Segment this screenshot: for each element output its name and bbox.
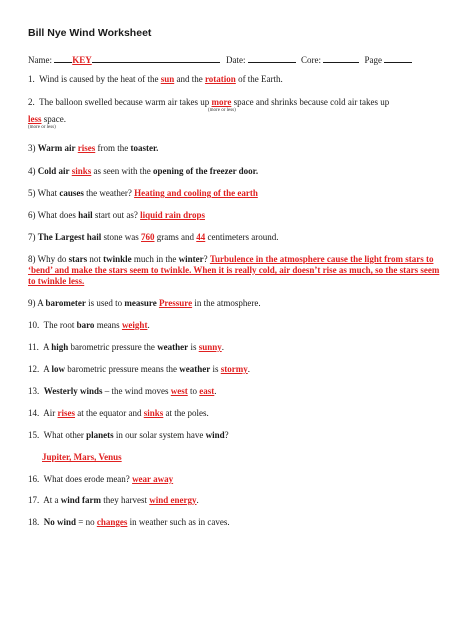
question-16: 16. What does erode mean? wear away — [28, 474, 174, 484]
name-value: KEY — [72, 55, 92, 65]
date-label: Date: — [226, 55, 246, 65]
question-15: 15. What other planets in our solar system have wind? — [28, 430, 229, 440]
hint-2a: (more or less) — [208, 108, 236, 113]
answer-10: weight — [121, 320, 148, 330]
question-15-answer — [42, 452, 122, 463]
header-line — [28, 53, 412, 66]
page-blank[interactable] — [384, 53, 412, 63]
question-11: 11. A high barometric pressure the weather is sunny. — [28, 342, 224, 352]
question-18: 18. No wind = no changes in weather such as in caves. — [28, 517, 230, 527]
page-label: Page — [364, 55, 383, 65]
question-8: 8) Why do stars not twinkle much in the winter? Turbulence in the atmosphere cause the light from stars to ‘bend’ and make the stars seem to twinkle. When it is really cold, air doesn’t rise as much, so the stars seem to twinkle less. — [28, 254, 440, 286]
answer-14a: rises — [57, 408, 76, 418]
question-2: 2. The balloon swelled because warm air takes up more space and shrinks because cold air takes up — [28, 97, 390, 107]
answer-7b: 44 — [196, 232, 206, 242]
question-17: 17. At a wind farm they harvest wind energy. — [28, 495, 199, 505]
name-blank[interactable] — [92, 53, 220, 63]
question-5: 5) What causes the weather? Heating and cooling of the earth — [28, 188, 258, 198]
question-14: 14. Air rises at the equator and sinks at the poles. — [28, 408, 209, 418]
answer-4: sinks — [71, 166, 92, 176]
core-blank[interactable] — [323, 53, 359, 63]
question-3: 3) Warm air rises from the toaster. — [28, 143, 159, 153]
question-13: 13. Westerly winds – the wind moves west to east. — [28, 386, 217, 396]
question-4: 4) Cold air sinks as seen with the opening of the freezer door. — [28, 166, 259, 176]
answer-6: liquid rain drops — [140, 210, 205, 220]
answer-16: wear away — [132, 474, 174, 484]
answer-13a: west — [170, 386, 188, 396]
worksheet-title: Bill Nye Wind Worksheet — [28, 27, 152, 39]
question-9: 9) A barometer is used to measure Pressure in the atmosphere. — [28, 298, 261, 308]
answer-18: changes — [96, 517, 128, 527]
question-6: 6) What does hail start out as? liquid rain drops — [28, 210, 205, 220]
answer-17: wind energy — [149, 495, 197, 505]
answer-13b: east — [199, 386, 215, 396]
question-12: 12. A low barometric pressure means the weather is stormy. — [28, 364, 251, 374]
answer-2a: more — [211, 97, 232, 107]
answer-1b: rotation — [204, 74, 236, 84]
core-label: Core: — [301, 55, 322, 65]
question-7: 7) The Largest hail stone was 760 grams and 44 centimeters around. — [28, 232, 279, 242]
answer-12: stormy — [220, 364, 248, 374]
answer-11: sunny — [198, 342, 222, 352]
answer-3: rises — [77, 143, 96, 153]
date-blank[interactable] — [248, 53, 296, 63]
name-label: Name: — [28, 55, 52, 65]
answer-2b: less — [28, 114, 42, 124]
question-1: 1. Wind is caused by the heat of the sun and the rotation of the Earth. — [28, 74, 283, 84]
answer-5: Heating and cooling of the earth — [134, 188, 258, 198]
answer-8: Turbulence in the atmosphere cause the light from stars to ‘bend’ and make the stars seem to twinkle. When it is really cold, air doesn’t rise as much, so the stars seem to twinkle less. — [28, 254, 440, 286]
answer-14b: sinks — [143, 408, 164, 418]
answer-15: Jupiter, Mars, Venus — [42, 452, 122, 462]
answer-9: Pressure — [158, 298, 193, 308]
hint-2b: (more or less) — [28, 125, 56, 130]
question-10: 10. The root baro means weight. — [28, 320, 150, 330]
answer-7a: 760 — [141, 232, 155, 242]
name-blank-lead[interactable] — [54, 53, 72, 63]
question-2-cont: less space. — [28, 114, 66, 124]
answer-1a: sun — [160, 74, 175, 84]
